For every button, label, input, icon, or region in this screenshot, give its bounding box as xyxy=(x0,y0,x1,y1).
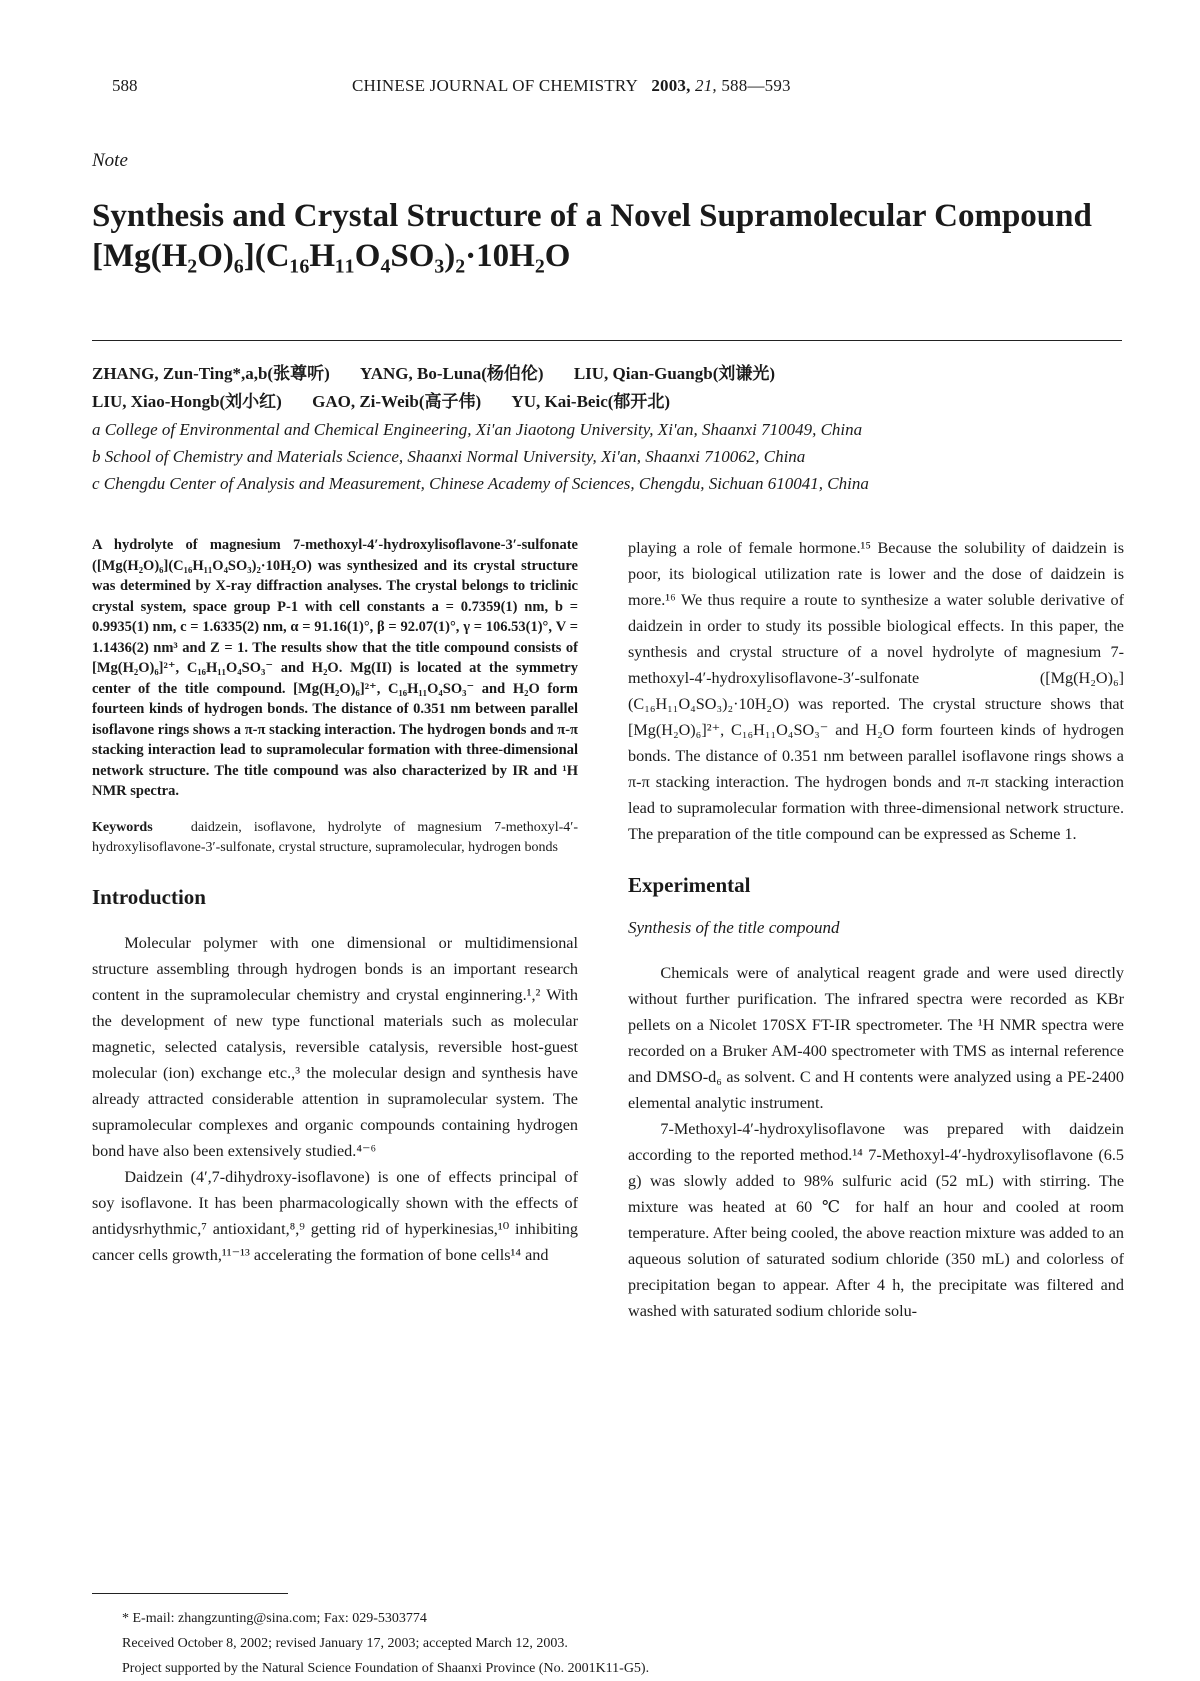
intro-paragraph-1: Molecular polymer with one dimensional or multidimensional structure assembling through hydrogen bonds is an important research content in the supramolecular chemistry and crystal enginnering.¹,² With the development of new type functional materials such as molecular magnetic, selected catalysis, reversible catalysis, reversible host-guest molecular (ion) exchange etc.,³ the molecular design and synthesis have already attracted considerable attention in supramolecular system. The supramolecular complexes and organic compounds containing hydrogen bond have also been extensively studied.⁴⁻⁶ xyxy=(92,933,578,1160)
footnote-rule xyxy=(92,1593,288,1594)
intro-paragraph-3: playing a role of female hormone.¹⁵ Because the solubility of daidzein is poor, its biological utilization rate is lower and the dose of daidzein is more.¹⁶ We thus require a route to synthesize a water soluble derivative of daidzein in order to study its possible biological effects. In this paper, the synthesis and crystal structure of a novel hydrolyte of magnesium 7-methoxyl-4′-hydroxylisoflavone-3′-sulfonate ([Mg(H₂O)₆](C₁₆H₁₁O₄SO₃)₂·10H₂O) was reported. The crystal structure shows that [Mg(H₂O)₆]²⁺, C₁₆H₁₁O₄SO₃⁻ and H₂O form fourteen kinds of hydrogen bonds. The distance of 0.351 nm between parallel isoflavone rings shows a π-π stacking interaction. The hydrogen bonds and π-π stacking interaction lead to supramolecular formation with three-dimensional network structure. The preparation of the title compound can be expressed as Scheme 1. xyxy=(628,539,1124,843)
author-line-1 xyxy=(92,360,1122,388)
footnotes xyxy=(122,1606,1122,1681)
author: LIU, Xiao-Hongb(刘小红) xyxy=(92,392,282,411)
journal-citation xyxy=(352,76,791,96)
affiliation: c Chengdu Center of Analysis and Measurement, Chinese Academy of Sciences, Chengdu, Sichuan 610041, China xyxy=(92,474,869,493)
intro-paragraph-2: Daidzein (4′,7-dihydroxy-isoflavone) is one of effects principal of soy isoflavone. It has been pharmacologically shown with the effects of antidysrhythmic,⁷ antioxidant,⁸,⁹ getting rid of hyperkinesias,¹⁰ inhibiting cancer cells growth,¹¹⁻¹³ accelerating the formation of bone cells¹⁴ and xyxy=(92,1167,578,1264)
title-rule xyxy=(92,340,1122,341)
keywords-label: Keywords xyxy=(92,819,153,835)
author-block xyxy=(92,360,1122,497)
experimental-paragraph-1: Chemicals were of analytical reagent grade and were used directly without further purification. The infrared spectra were recorded as KBr pellets on a Nicolet 170SX FT-IR spectrometer. The ¹H NMR spectra were recorded on a Bruker AM-400 spectrometer with TMS as internal reference and DMSO-d₆ as solvent. C and H contents were analyzed using a PE-2400 elemental analytic instrument. xyxy=(628,964,1124,1112)
keywords xyxy=(92,818,578,859)
journal-year: 2003, xyxy=(651,76,691,95)
affiliation: b School of Chemistry and Materials Science, Shaanxi Normal University, Xi'an, Shaanxi 710062, China xyxy=(92,447,806,466)
abstract: A hydrolyte of magnesium 7-methoxyl-4′-hydroxylisoflavone-3′-sulfonate ([Mg(H₂O)₆](C₁₆H₁₁O₄SO₃)₂·10H₂O) was synthesized and its crystal structure was determined by X-ray diffraction analyses. The crystal belongs to triclinic crystal system, space group P-1 with cell constants a = 0.7359(1) nm, b = 0.9935(1) nm, c = 1.6335(2) nm, α = 91.16(1)°, β = 92.07(1)°, γ = 106.53(1)°, V = 1.1436(2) nm³ and Z = 1. The results show that the title compound consists of [Mg(H₂O)₆]²⁺, C₁₆H₁₁O₄SO₃⁻ and H₂O. Mg(II) is located at the symmetry center of the title compound. [Mg(H₂O)₆]²⁺, C₁₆H₁₁O₄SO₃⁻ and H₂O form fourteen kinds of hydrogen bonds. The distance of 0.351 nm between parallel isoflavone rings shows a π-π stacking interaction. The hydrogen bonds and π-π stacking interaction lead to supramolecular formation with three-dimensional network structure. The title compound was also characterized by IR and ¹H NMR spectra. xyxy=(92,537,578,799)
article-title: Synthesis and Crystal Structure of a Novel Supramolecular Compound [Mg(H₂O)₆](C₁₆H₁₁O₄SO₃)₂·10H₂O xyxy=(92,198,1092,274)
footnote-project: Project supported by the Natural Science Foundation of Shaanxi Province (No. 2001K11-G5). xyxy=(122,1661,650,1676)
footnote-email: * E-mail: zhangzunting@sina.com; Fax: 029-5303774 xyxy=(122,1611,427,1626)
page-number: 588 xyxy=(112,76,138,95)
left-column xyxy=(92,535,578,1268)
affiliation: a College of Environmental and Chemical Engineering, Xi'an Jiaotong University, Xi'an, Shaanxi 710049, China xyxy=(92,420,863,439)
right-column xyxy=(628,535,1124,1324)
experimental-paragraph-2: 7-Methoxyl-4′-hydroxylisoflavone was prepared with daidzein according to the reported method.¹⁴ 7-Methoxyl-4′-hydroxylisoflavone (6.5 g) was slowly added to 98% sulfuric acid (52 mL) with stirring. The mixture was heated at 60 ℃ for half an hour and cooled at room temperature. After being cooled, the above reaction mixture was added to an aqueous solution of saturated sodium chloride (350 mL) and colorless of precipitation began to appear. After 4 h, the precipitate was filtered and washed with saturated sodium chloride solu- xyxy=(628,1120,1124,1320)
note-label: Note xyxy=(92,150,128,171)
running-head xyxy=(112,76,1132,102)
author: YU, Kai-Beic(郁开北) xyxy=(511,392,671,411)
keywords-text: daidzein, isoflavone, hydrolyte of magnesium 7-methoxyl-4′-hydroxylisoflavone-3′-sulfonate, crystal structure, supramolecular, hydrogen bonds xyxy=(92,819,578,855)
journal-volume: 21, xyxy=(695,76,717,95)
author: YANG, Bo-Luna(杨伯伦) xyxy=(359,364,544,383)
journal-name: CHINESE JOURNAL OF CHEMISTRY xyxy=(352,76,638,95)
synthesis-subheading: Synthesis of the title compound xyxy=(628,918,840,937)
footnote-received: Received October 8, 2002; revised January 17, 2003; accepted March 12, 2003. xyxy=(122,1636,568,1651)
author: GAO, Zi-Weib(高子伟) xyxy=(312,392,482,411)
introduction-heading: Introduction xyxy=(92,884,206,909)
journal-pages: 588—593 xyxy=(721,76,791,95)
author: LIU, Qian-Guangb(刘谦光) xyxy=(573,364,776,383)
author: ZHANG, Zun-Ting*,a,b(张尊听) xyxy=(92,364,330,383)
experimental-heading: Experimental xyxy=(628,873,751,897)
author-line-2 xyxy=(92,388,1122,416)
